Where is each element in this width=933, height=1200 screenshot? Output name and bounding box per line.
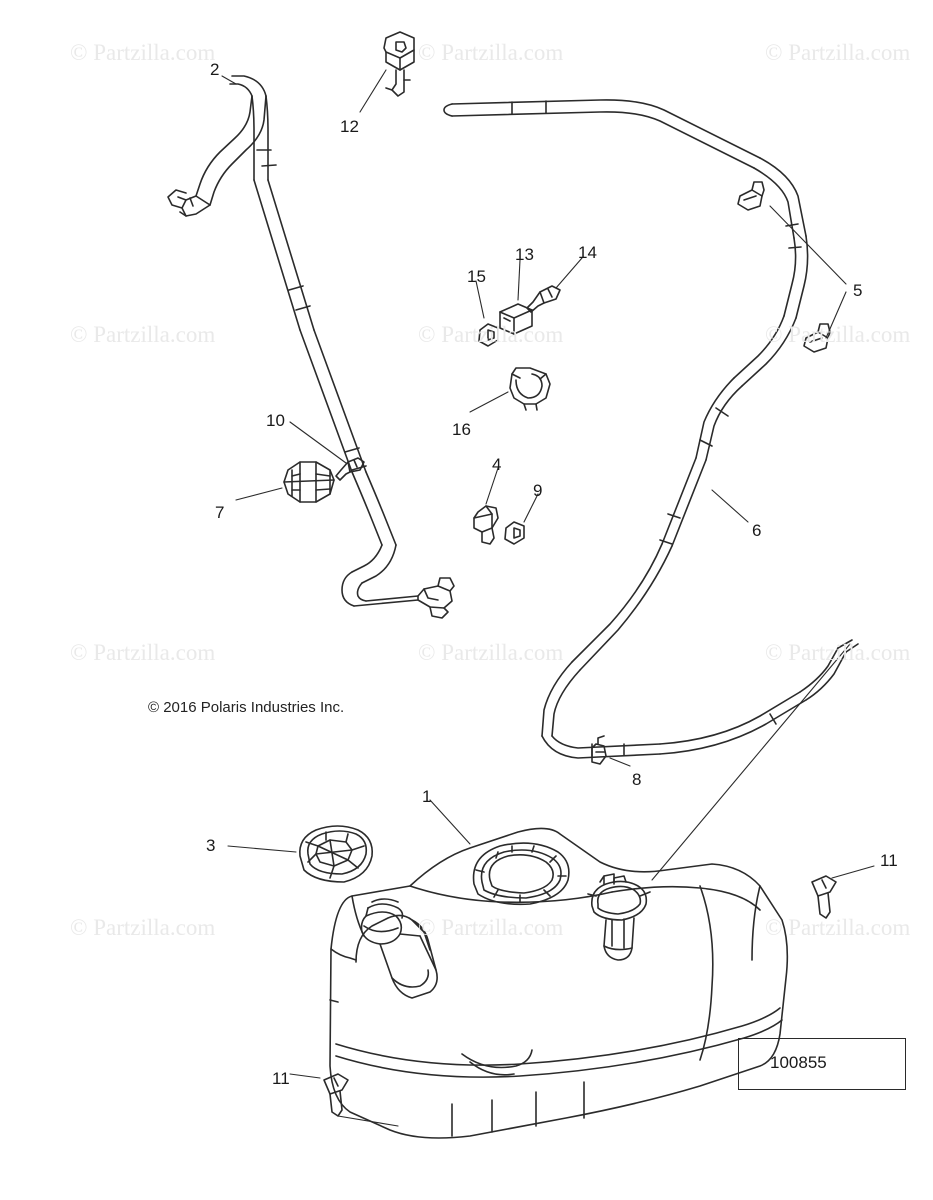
callout-5: 5	[853, 281, 863, 300]
callout-11-right: 11	[880, 851, 898, 870]
part-4-fitting	[474, 506, 498, 544]
part-1-fuel-tank	[330, 828, 787, 1138]
part-9-grommet	[505, 522, 524, 544]
watermark: © Partzilla.com	[765, 640, 911, 665]
callout-16: 16	[452, 420, 471, 439]
tank-pump-opening	[474, 843, 569, 904]
callout-15: 15	[467, 267, 486, 286]
part-14-screw	[527, 286, 560, 312]
part-16-clamp	[510, 368, 550, 410]
copyright-notice: © 2016 Polaris Industries Inc.	[148, 699, 345, 716]
watermark: © Partzilla.com	[765, 322, 911, 347]
part-3-fuel-cap	[300, 826, 372, 882]
part-12-fitting	[384, 32, 414, 96]
callout-4: 4	[492, 455, 502, 474]
watermark: © Partzilla.com	[765, 915, 911, 940]
part-15-grommet	[479, 324, 498, 346]
watermark: © Partzilla.com	[418, 40, 564, 65]
watermark: © Partzilla.com	[418, 915, 564, 940]
watermark: © Partzilla.com	[70, 640, 216, 665]
callout-9: 9	[533, 481, 543, 500]
callout-7: 7	[215, 503, 225, 522]
callout-13: 13	[515, 245, 534, 264]
callout-1: 1	[422, 787, 432, 806]
callout-10: 10	[266, 411, 285, 430]
callout-11-left: 11	[272, 1069, 290, 1088]
callout-6: 6	[752, 521, 762, 540]
diagram-id: 100855	[770, 1053, 827, 1072]
tank-vent-opening	[588, 876, 650, 960]
part-6-vent-line	[444, 100, 858, 758]
part-7-bracket	[284, 462, 334, 502]
callout-14: 14	[578, 243, 597, 262]
part-2-vent-line	[168, 76, 454, 618]
part-5-clip-upper	[738, 182, 764, 210]
callout-8: 8	[632, 770, 642, 789]
watermark: © Partzilla.com	[70, 322, 216, 347]
part-11-screw-right	[812, 876, 836, 918]
part-10-screw	[336, 458, 364, 480]
watermark: © Partzilla.com	[418, 640, 564, 665]
watermark: © Partzilla.com	[70, 40, 216, 65]
callout-2: 2	[210, 60, 220, 79]
part-8-clip	[592, 736, 606, 764]
watermark: © Partzilla.com	[765, 40, 911, 65]
watermark: © Partzilla.com	[70, 915, 216, 940]
watermark: © Partzilla.com	[418, 322, 564, 347]
callout-3: 3	[206, 836, 216, 855]
callout-12: 12	[340, 117, 359, 136]
